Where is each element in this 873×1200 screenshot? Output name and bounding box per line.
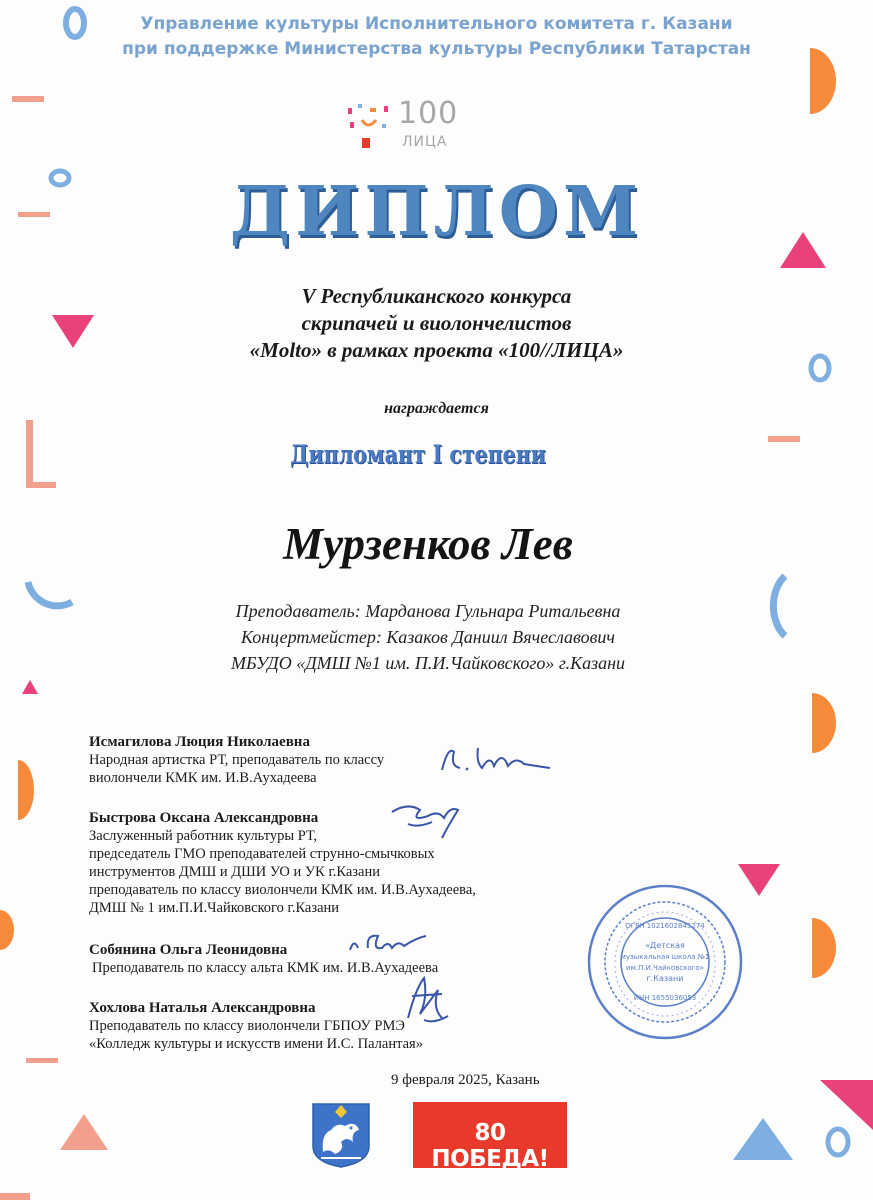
decor-half-circle xyxy=(18,760,34,820)
school-stamp xyxy=(585,882,745,1042)
jury-name: Быстрова Оксана Александровна xyxy=(89,810,319,826)
decor-dash xyxy=(26,1058,58,1063)
decor-half-circle xyxy=(0,910,14,950)
organizer-header xyxy=(0,12,873,62)
decor-bar xyxy=(26,420,33,488)
awarded-label: награждается xyxy=(384,400,489,417)
decor-bar xyxy=(0,1193,30,1200)
jury-title-line: Народная артистка РТ, преподаватель по классу xyxy=(89,752,385,768)
stamp-line: г.Казани xyxy=(646,974,684,983)
decor-ring xyxy=(828,1129,848,1155)
decor-bar xyxy=(26,482,56,488)
contest-description xyxy=(0,283,873,364)
contest-line-1: V Республиканского конкурса xyxy=(301,284,572,308)
jury-title-line: преподаватель по классу виолончели КМК им. И.В.Аухадеева, xyxy=(89,882,476,898)
jury-name: Хохлова Наталья Александровна xyxy=(89,1000,316,1016)
contest-line-2: скрипачей и виолончелистов xyxy=(301,311,572,335)
decor-triangle xyxy=(60,1114,108,1150)
jury-member xyxy=(89,999,423,1053)
school-line: МБУДО «ДМШ №1 им. П.И.Чайковского» г.Казани xyxy=(230,653,626,673)
decor-half-circle xyxy=(812,918,836,978)
jury-title-line: виолончели КМК им. И.В.Аухадеева xyxy=(89,770,317,786)
signature-ismagilova xyxy=(432,740,556,778)
stamp-inn: ИНН 1655036053 xyxy=(633,994,697,1002)
jury-title-line: ДМШ № 1 им.П.И.Чайковского г.Казани xyxy=(89,900,340,916)
stamp-ogrn: ОГРН 1021602845274 xyxy=(625,922,705,930)
jury-title-line: Преподаватель по классу виолончели ГБПОУ РМЭ xyxy=(89,1018,405,1034)
jury-title-line: инструментов ДМШ и ДШИ УО и УК г.Казани xyxy=(89,864,380,880)
project-logo xyxy=(340,96,480,160)
kazan-emblem-icon xyxy=(311,1102,371,1168)
jury-title-line: Преподаватель по классу альта КМК им. И.В.Аухадеева xyxy=(92,960,439,976)
decor-triangle xyxy=(733,1118,793,1160)
issue-date: 9 февраля 2025, Казань xyxy=(391,1072,540,1088)
teacher-line: Преподаватель: Марданова Гульнара Ритальевна xyxy=(235,601,621,621)
stamp-line: «Детская xyxy=(645,941,685,950)
victory-80-badge xyxy=(413,1102,567,1172)
accompanist-line: Концертмейстер: Казаков Даниил Вячеславович xyxy=(240,627,616,647)
jury-title-line: председатель ГМО преподавателей струнно-смычковых xyxy=(89,846,435,862)
organizer-line-1: Управление культуры Исполнительного комитета г. Казани xyxy=(140,14,733,34)
jury-title-line: «Колледж культуры и искусств имени И.С. Палантая» xyxy=(89,1036,423,1052)
jury-title-line: Заслуженный работник культуры РТ, xyxy=(89,828,318,844)
stamp-line: им.П.И.Чайковского» xyxy=(626,964,704,972)
logo-number: 100 xyxy=(398,96,459,131)
signature-bystrova xyxy=(388,800,468,844)
signature-khokhlova xyxy=(398,968,454,1028)
jury-name: Собянина Ольга Леонидовна xyxy=(89,942,288,958)
stamp-seal-icon xyxy=(585,882,745,1042)
recipient-name: Мурзенков Лев xyxy=(283,519,573,569)
diploma-title: ДИПЛОМ xyxy=(229,172,644,252)
decor-triangle xyxy=(22,680,38,694)
organizer-line-2: при поддержке Министерства культуры Республики Татарстан xyxy=(122,39,751,59)
award-degree: Дипломант I степени xyxy=(290,440,546,469)
decor-half-circle xyxy=(812,693,836,753)
decor-triangle xyxy=(820,1080,873,1130)
logo-word: ЛИЦА xyxy=(402,134,448,150)
jury-name: Исмагилова Люция Николаевна xyxy=(89,734,310,750)
contest-line-3: «Molto» в рамках проекта «100//ЛИЦА» xyxy=(249,338,624,362)
stamp-line: музыкальная школа №1 xyxy=(620,953,710,961)
project-logo-mark-icon xyxy=(340,100,396,160)
victory-80-text: 80 ПОБЕДА! xyxy=(431,1120,549,1172)
decor-dash xyxy=(768,436,800,442)
teachers-block xyxy=(0,598,856,676)
decor-dash xyxy=(12,96,44,102)
jury-member xyxy=(89,733,384,787)
signature-sobyanina xyxy=(346,928,430,958)
